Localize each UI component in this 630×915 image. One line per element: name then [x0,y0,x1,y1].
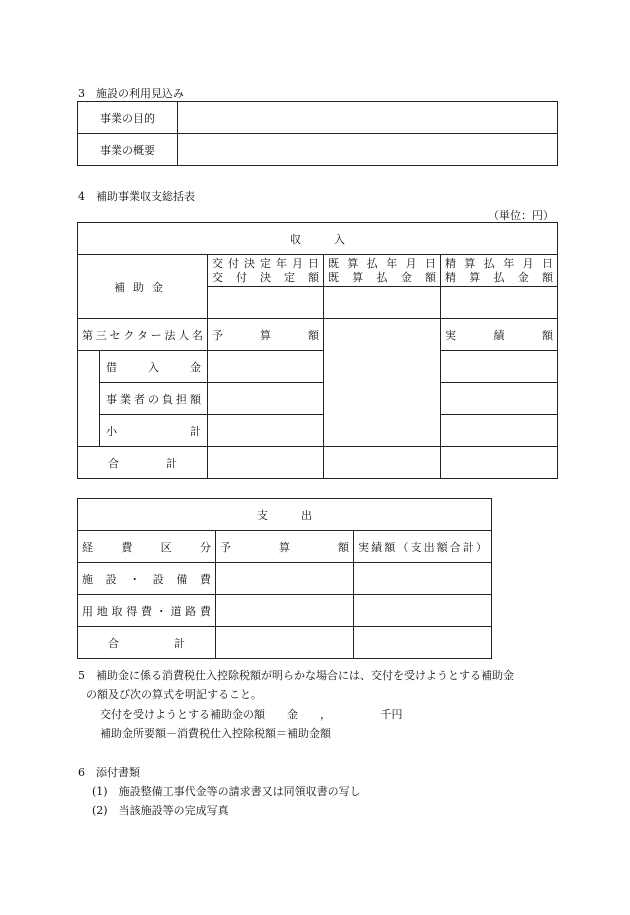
actual-header: 実績額 [441,319,558,351]
blank-merged-cell [324,319,441,447]
facility-label: 施設・設備費 [78,563,216,595]
land-actual [354,595,492,627]
income-total-budget [208,447,324,479]
loan-budget [208,351,324,383]
settle-date-header: 精算払年月日 [445,256,554,270]
expense-total-budget [216,627,354,659]
decision-date-header: 交付決定年月日 [212,256,319,270]
purpose-label: 事業の目的 [78,102,178,134]
loan-actual [441,351,558,383]
loan-label: 借入金 [100,351,208,383]
unit-label: （単位：円） [488,209,554,222]
expense-budget-header: 予算額 [216,531,354,563]
section5-line1: 5 補助金に係る消費税仕入控除税額が明らかな場合には、交付を受けようとする補助金 [78,669,514,682]
expense-total-label: 合計 [78,627,216,659]
overview-value [178,134,558,166]
facility-budget [216,563,354,595]
subtotal-actual [441,415,558,447]
income-total-label: 合計 [78,447,208,479]
land-budget [216,595,354,627]
expense-total-actual [354,627,492,659]
expense-actual-header: 実績額（支出額合計） [354,531,492,563]
settle-value [441,287,558,319]
indent-cell [78,351,100,447]
settle-amount-header: 精算払金額 [445,270,554,284]
income-total-actual [441,447,558,479]
income-total-paid [324,447,441,479]
subtotal-budget [208,415,324,447]
section5-line4: 補助金所要額－消費税仕入控除税額＝補助金額 [100,727,331,740]
section4-heading: 4 補助事業収支総括表 [78,190,195,203]
income-title: 収 入 [78,223,558,255]
expense-table [77,498,492,659]
subsidy-label: 補助金 [78,255,208,319]
section5-line3: 交付を受けようとする補助金の額 金 ， 千円 [100,708,403,721]
overview-label: 事業の概要 [78,134,178,166]
paid-value [324,287,441,319]
section3-heading: 3 施設の利用見込み [78,87,184,100]
facility-usage-table [77,101,558,166]
purpose-value [178,102,558,134]
section6-heading: 6 添付書類 [78,766,140,779]
burden-label: 事業者の負担額 [100,383,208,415]
budget-header: 予算額 [208,319,324,351]
category-header: 経費区分 [78,531,216,563]
land-label: 用地取得費・道路費 [78,595,216,627]
income-table [77,222,558,479]
section5-line2: の額及び次の算式を明記すること。 [86,688,262,701]
subtotal-label: 小計 [100,415,208,447]
paid-date-header: 既算払年月日 [328,256,436,270]
facility-actual [354,563,492,595]
decision-value [208,287,324,319]
third-sector-label: 第三セクター法人名 [78,319,208,351]
burden-budget [208,383,324,415]
attachment-item-1: (1) 施設整備工事代金等の請求書又は同領収書の写し [92,785,361,798]
paid-amount-header: 既算払金額 [328,270,436,284]
burden-actual [441,383,558,415]
expense-title: 支 出 [78,499,492,531]
decision-amount-header: 交付決定額 [212,270,319,284]
attachment-item-2: (2) 当該施設等の完成写真 [92,804,229,817]
